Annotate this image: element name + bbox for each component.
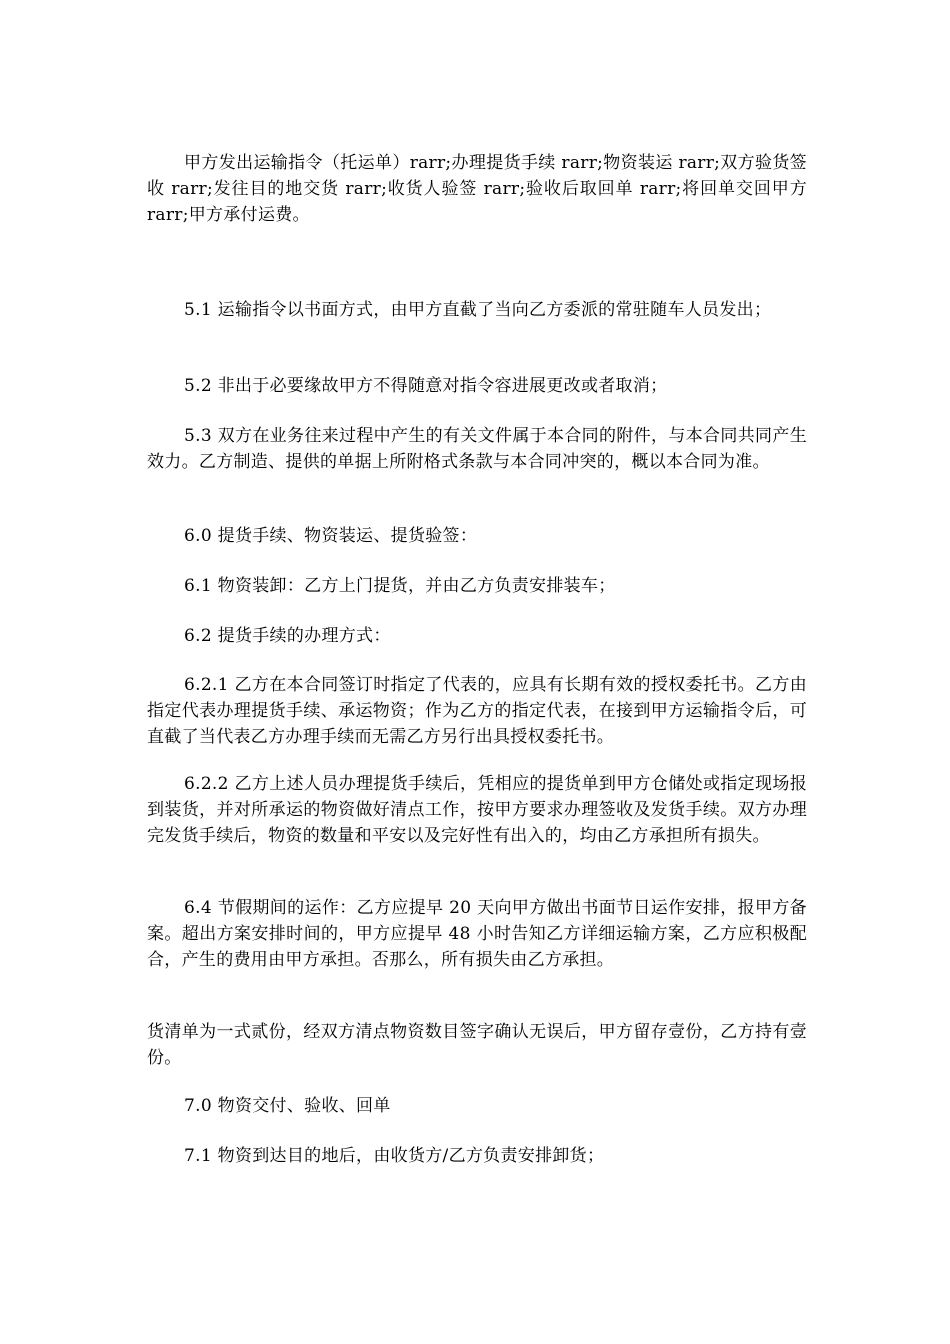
- paragraph-transport-flow: 甲方发出运输指令（托运单）rarr;办理提货手续 rarr;物资装运 rarr;双方验货签收 rarr;发往目的地交货 rarr;收货人验签 rarr;验收后取回单 rarr;将回单交回甲方 rarr;甲方承付运费。: [147, 153, 807, 225]
- paragraph-6-2: 6.2 提货手续的办理方式：: [184, 626, 391, 646]
- paragraph-5-2: 5.2 非出于必要缘故甲方不得随意对指令容进展更改或者取消；: [184, 376, 668, 396]
- paragraph-6-1: 6.1 物资装卸：乙方上门提货，并由乙方负责安排装车；: [184, 576, 616, 596]
- paragraph-7-0: 7.0 物资交付、验收、回单: [184, 1096, 391, 1116]
- paragraph-5-3: 5.3 双方在业务往来过程中产生的有关文件属于本合同的附件，与本合同共同产生效力。乙方制造、提供的单据上所附格式条款与本合同冲突的，概以本合同为准。: [147, 426, 807, 472]
- paragraph-6-0: 6.0 提货手续、物资装运、提货验签：: [184, 526, 478, 546]
- paragraph-7-1: 7.1 物资到达目的地后，由收货方/乙方负责安排卸货；: [184, 1146, 605, 1166]
- paragraph-6-4: 6.4 节假期间的运作：乙方应提早 20 天向甲方做出书面节日运作安排，报甲方备案。超出方案安排时间的，甲方应提早 48 小时告知乙方详细运输方案，乙方应积极配合，产生的费用由甲方承担。否那么，所有损失由乙方承担。: [147, 898, 807, 970]
- paragraph-delivery-receipt: 货清单为一式贰份，经双方清点物资数目签字确认无误后，甲方留存壹份，乙方持有壹份。: [147, 1022, 807, 1068]
- paragraph-5-1: 5.1 运输指令以书面方式，由甲方直截了当向乙方委派的常驻随车人员发出；: [184, 300, 772, 320]
- paragraph-6-2-2: 6.2.2 乙方上述人员办理提货手续后，凭相应的提货单到甲方仓储处或指定现场报到装货，并对所承运的物资做好清点工作，按甲方要求办理签收及发货手续。双方办理完发货手续后，物资的数量和平安以及完好性有出入的，均由乙方承担所有损失。: [147, 774, 807, 846]
- paragraph-6-2-1: 6.2.1 乙方在本合同签订时指定了代表的，应具有长期有效的授权委托书。乙方由指定代表办理提货手续、承运物资；作为乙方的指定代表，在接到甲方运输指令后，可直截了当代表乙方办理手续而无需乙方另行出具授权委托书。: [147, 675, 807, 747]
